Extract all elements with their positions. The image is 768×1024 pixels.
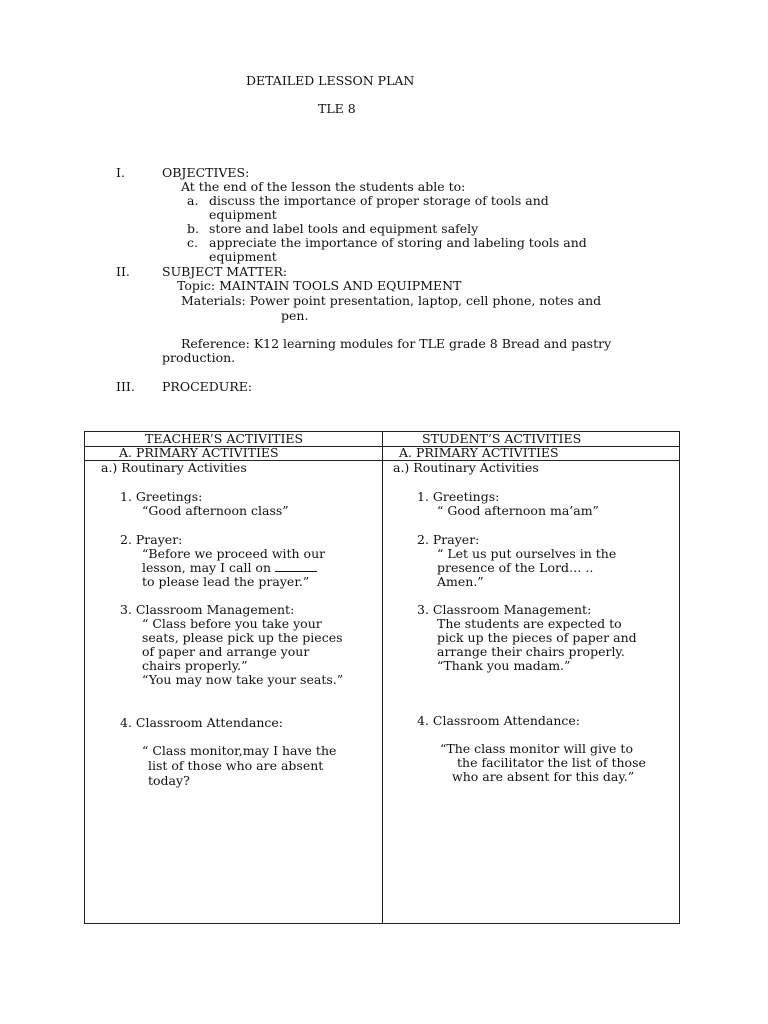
teacher-management-text: “You may now take your seats.” bbox=[142, 672, 344, 687]
subject-matter-number: II. bbox=[116, 264, 130, 279]
subject-matter-heading: SUBJECT MATTER: bbox=[162, 264, 288, 279]
teacher-attendance-title: 4. Classroom Attendance: bbox=[120, 715, 284, 730]
objective-text: discuss the importance of proper storage of tools and bbox=[209, 193, 549, 208]
objectives-heading: OBJECTIVES: bbox=[162, 165, 250, 180]
objective-marker: b. bbox=[187, 221, 199, 236]
document-subtitle: TLE 8 bbox=[318, 101, 356, 116]
objectives-intro: At the end of the lesson the students able to: bbox=[181, 179, 466, 194]
student-prayer-text: presence of the Lord… .. bbox=[437, 560, 594, 575]
teacher-subheading: a.) Routinary Activities bbox=[101, 460, 247, 475]
student-attendance-text: who are absent for this day.” bbox=[452, 769, 635, 784]
materials-line-cont: pen. bbox=[281, 308, 309, 323]
teacher-prayer-title: 2. Prayer: bbox=[120, 532, 183, 547]
student-prayer-title: 2. Prayer: bbox=[417, 532, 480, 547]
objective-text-cont: equipment bbox=[209, 207, 277, 222]
topic-line: Topic: MAINTAIN TOOLS AND EQUIPMENT bbox=[177, 278, 462, 293]
materials-line: Materials: Power point presentation, laptop, cell phone, notes and bbox=[181, 293, 602, 308]
student-attendance-title: 4. Classroom Attendance: bbox=[417, 713, 581, 728]
teacher-attendance-text: today? bbox=[148, 773, 190, 788]
student-greetings-text: “ Good afternoon ma’am” bbox=[437, 503, 599, 518]
student-greetings-title: 1. Greetings: bbox=[417, 489, 500, 504]
teacher-prayer-text: to please lead the prayer.” bbox=[142, 574, 310, 589]
activities-table bbox=[84, 431, 680, 924]
teacher-greetings-text: “Good afternoon class” bbox=[142, 503, 289, 518]
reference-line-cont: production. bbox=[162, 350, 236, 365]
objective-marker: a. bbox=[187, 193, 199, 208]
objective-text: appreciate the importance of storing and labeling tools and bbox=[209, 235, 587, 250]
student-attendance-text: the facilitator the list of those bbox=[457, 755, 646, 770]
student-management-text: The students are expected to bbox=[437, 616, 622, 631]
teacher-column-header: TEACHER’S ACTIVITIES bbox=[145, 431, 304, 446]
student-attendance-text: “The class monitor will give to bbox=[440, 741, 633, 756]
procedure-number: III. bbox=[116, 379, 135, 394]
teacher-prayer-text-line: lesson, may I call on bbox=[142, 560, 271, 575]
student-management-text: arrange their chairs properly. bbox=[437, 644, 625, 659]
teacher-management-text: seats, please pick up the pieces bbox=[142, 630, 343, 645]
column-divider bbox=[382, 432, 383, 923]
objective-text: store and label tools and equipment safely bbox=[209, 221, 479, 236]
objective-text-cont: equipment bbox=[209, 249, 277, 264]
teacher-section-heading: A. PRIMARY ACTIVITIES bbox=[119, 445, 279, 460]
document-title: DETAILED LESSON PLAN bbox=[246, 73, 415, 88]
teacher-management-text: chairs properly.” bbox=[142, 658, 248, 673]
teacher-management-text: of paper and arrange your bbox=[142, 644, 310, 659]
teacher-attendance-text: list of those who are absent bbox=[148, 758, 324, 773]
student-management-text: pick up the pieces of paper and bbox=[437, 630, 637, 645]
student-prayer-text: “ Let us put ourselves in the bbox=[437, 546, 617, 561]
student-column-header: STUDENT’S ACTIVITIES bbox=[422, 431, 582, 446]
student-management-title: 3. Classroom Management: bbox=[417, 602, 592, 617]
fill-in-blank bbox=[275, 561, 317, 572]
teacher-prayer-text: “Before we proceed with our bbox=[142, 546, 326, 561]
reference-line: Reference: K12 learning modules for TLE grade 8 Bread and pastry bbox=[181, 336, 612, 351]
student-subheading: a.) Routinary Activities bbox=[393, 460, 539, 475]
objectives-number: I. bbox=[116, 165, 125, 180]
teacher-management-title: 3. Classroom Management: bbox=[120, 602, 295, 617]
student-management-text: “Thank you madam.” bbox=[437, 658, 571, 673]
objective-marker: c. bbox=[187, 235, 198, 250]
teacher-attendance-text: “ Class monitor,may I have the bbox=[142, 743, 337, 758]
student-section-heading: A. PRIMARY ACTIVITIES bbox=[399, 445, 559, 460]
teacher-management-text: “ Class before you take your bbox=[142, 616, 322, 631]
teacher-greetings-title: 1. Greetings: bbox=[120, 489, 203, 504]
procedure-heading: PROCEDURE: bbox=[162, 379, 253, 394]
student-prayer-text: Amen.” bbox=[437, 574, 484, 589]
